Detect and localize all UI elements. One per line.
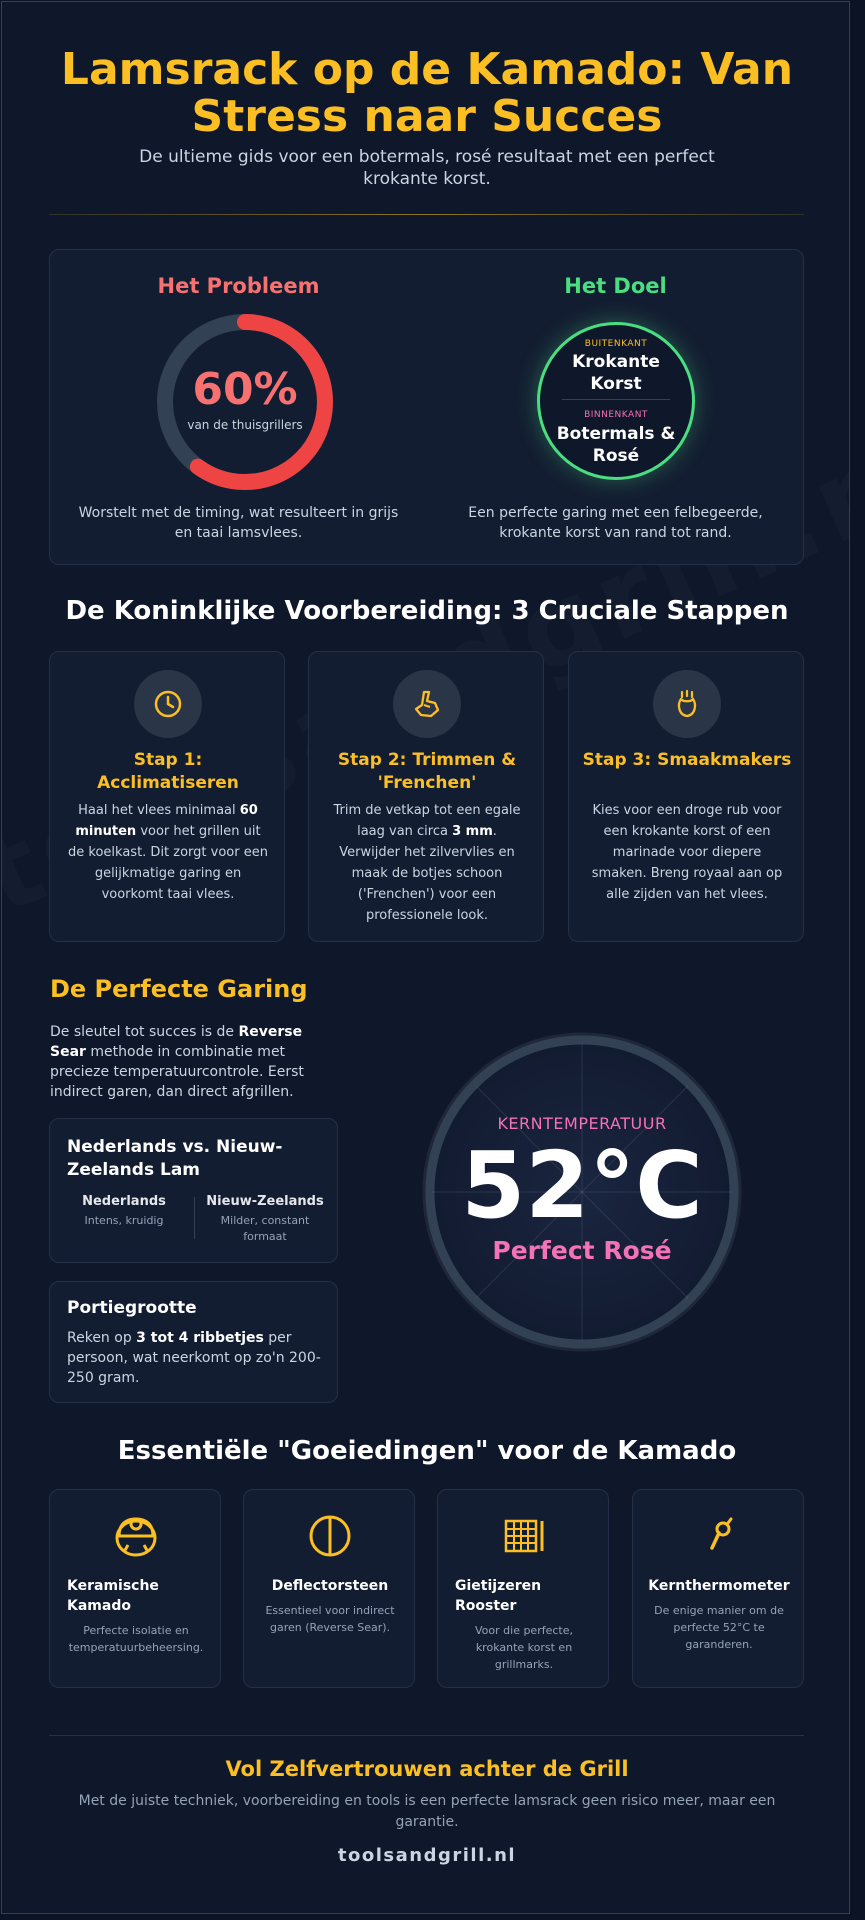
footer-text: Met de juiste techniek, voorbereiding en tools is een perfecte lamsrack geen risico meer, maar een garantie. [78, 1793, 776, 1830]
portion-text: Reken op 3 tot 4 ribbetjes per persoon, wat neerkomt op zo'n 200-250 gram. [67, 1330, 321, 1386]
portion-card [49, 1281, 338, 1403]
doneness-title: De Perfecte Garing [50, 975, 308, 1003]
step-text: Haal het vlees minimaal 60 minuten voor het grillen uit de koelkast. Dit zorgt voor een gelijkmatige garing en voorkomt taai vlees. [68, 803, 268, 902]
step-title: Stap 3: Smaakmakers [582, 750, 792, 770]
comparison-dutch-text: Intens, kruidig [84, 1214, 164, 1227]
doneness-intro: De sleutel tot succes is de Reverse Sear methode in combinatie met precieze temperatuurcontrole. Eerst indirect garen, dan direct afgrillen. [50, 1024, 304, 1100]
step-card-1 [49, 651, 285, 942]
spice-icon [653, 670, 721, 738]
kamado-grill-icon [112, 1512, 160, 1560]
core-temp-subtitle: Perfect Rosé [492, 1236, 672, 1265]
footer-brand: toolsandgrill.nl [337, 1845, 517, 1866]
comparison-title: Nederlands vs. Nieuw-Zeelands Lam [67, 1137, 283, 1180]
comparison-divider [194, 1197, 195, 1239]
clock-icon [134, 670, 202, 738]
footer-divider [49, 1735, 804, 1736]
goal-divider [562, 399, 670, 400]
goal-section [427, 250, 804, 566]
core-temp-value: 52°C [461, 1132, 703, 1239]
step-title: Stap 1: Acclimatiseren [97, 750, 239, 793]
step-text: Kies voor een droge rub voor een krokante korst of een marinade voor diepere smaken. Breng royaal aan op alle zijden van het vlees. [591, 803, 783, 902]
comparison-nz-text: Milder, constant formaat [220, 1214, 310, 1243]
problem-progress-ring [155, 312, 335, 492]
problem-percentage: 60% [192, 364, 298, 415]
tool-card-grate [437, 1489, 609, 1688]
problem-text: Worstelt met de timing, wat resulteert in grijs en taai lamsvlees. [78, 505, 399, 541]
goal-inside-label: BINNENKANT [584, 410, 648, 420]
tool-title: Deflectorsteen [271, 1578, 389, 1594]
thermometer-icon [695, 1512, 743, 1560]
goal-outside-value: Krokante Korst [572, 352, 660, 394]
tool-title: Gietijzeren Rooster [455, 1578, 542, 1614]
tool-title: Keramische Kamado [67, 1578, 159, 1614]
deflector-stone-icon [306, 1512, 354, 1560]
tool-text: Essentieel voor indirect garen (Reverse Sear). [265, 1604, 395, 1634]
footer-title: Vol Zelfvertrouwen achter de Grill [225, 1757, 629, 1781]
step-text: Trim de vetkap tot een egale laag van circa 3 mm. Verwijder het zilvervlies en maak de botjes schoon ('Frenchen') voor een professionele look. [333, 803, 521, 923]
core-temperature-dial [422, 1032, 742, 1352]
tools-title: Essentiële "Goeiedingen" voor de Kamado [117, 1436, 737, 1466]
lamb-comparison-card [49, 1118, 338, 1263]
tool-card-deflector [243, 1489, 415, 1688]
goal-circle [537, 322, 695, 480]
step-card-3 [568, 651, 804, 942]
tool-title: Kernthermometer [648, 1578, 790, 1594]
goal-text: Een perfecte garing met een felbegeerde, krokante korst van rand tot rand. [468, 505, 763, 541]
problem-percentage-label: van de thuisgrillers [187, 418, 303, 432]
goal-heading: Het Doel [564, 274, 667, 298]
page-title: Lamsrack op de Kamado: Van Stress naar Succes [60, 44, 794, 142]
problem-goal-card [49, 249, 804, 565]
header-divider [49, 214, 804, 215]
core-temp-label: KERNTEMPERATUUR [497, 1114, 667, 1133]
tool-card-thermometer [632, 1489, 804, 1688]
infographic-page [1, 1, 850, 1914]
preparation-title: De Koninklijke Voorbereiding: 3 Cruciale Stappen [65, 596, 789, 626]
grill-grate-icon [500, 1512, 548, 1560]
problem-section [50, 250, 427, 566]
problem-heading: Het Probleem [157, 274, 320, 298]
comparison-nz-title: Nieuw-Zeelands [206, 1194, 324, 1209]
tool-text: De enige manier om de perfecte 52°C te garanderen. [654, 1604, 784, 1651]
tool-text: Perfecte isolatie en temperatuurbeheersing. [68, 1624, 204, 1654]
comparison-dutch-title: Nederlands [82, 1194, 166, 1209]
goal-outside-label: BUITENKANT [584, 339, 648, 349]
goal-inside-value: Botermals & Rosé [556, 424, 676, 466]
step-title: Stap 2: Trimmen & 'Frenchen' [337, 750, 517, 793]
comparison-dutch [64, 1194, 184, 1229]
step-card-2 [308, 651, 544, 942]
tool-card-kamado [49, 1489, 221, 1688]
comparison-nz [200, 1194, 330, 1245]
page-subtitle: De ultieme gids voor een botermals, rosé resultaat met een perfect krokante korst. [139, 147, 715, 189]
tool-text: Voor die perfecte, krokante korst en grillmarks. [475, 1624, 573, 1671]
hand-knife-icon [393, 670, 461, 738]
portion-title: Portiegrootte [67, 1298, 197, 1318]
